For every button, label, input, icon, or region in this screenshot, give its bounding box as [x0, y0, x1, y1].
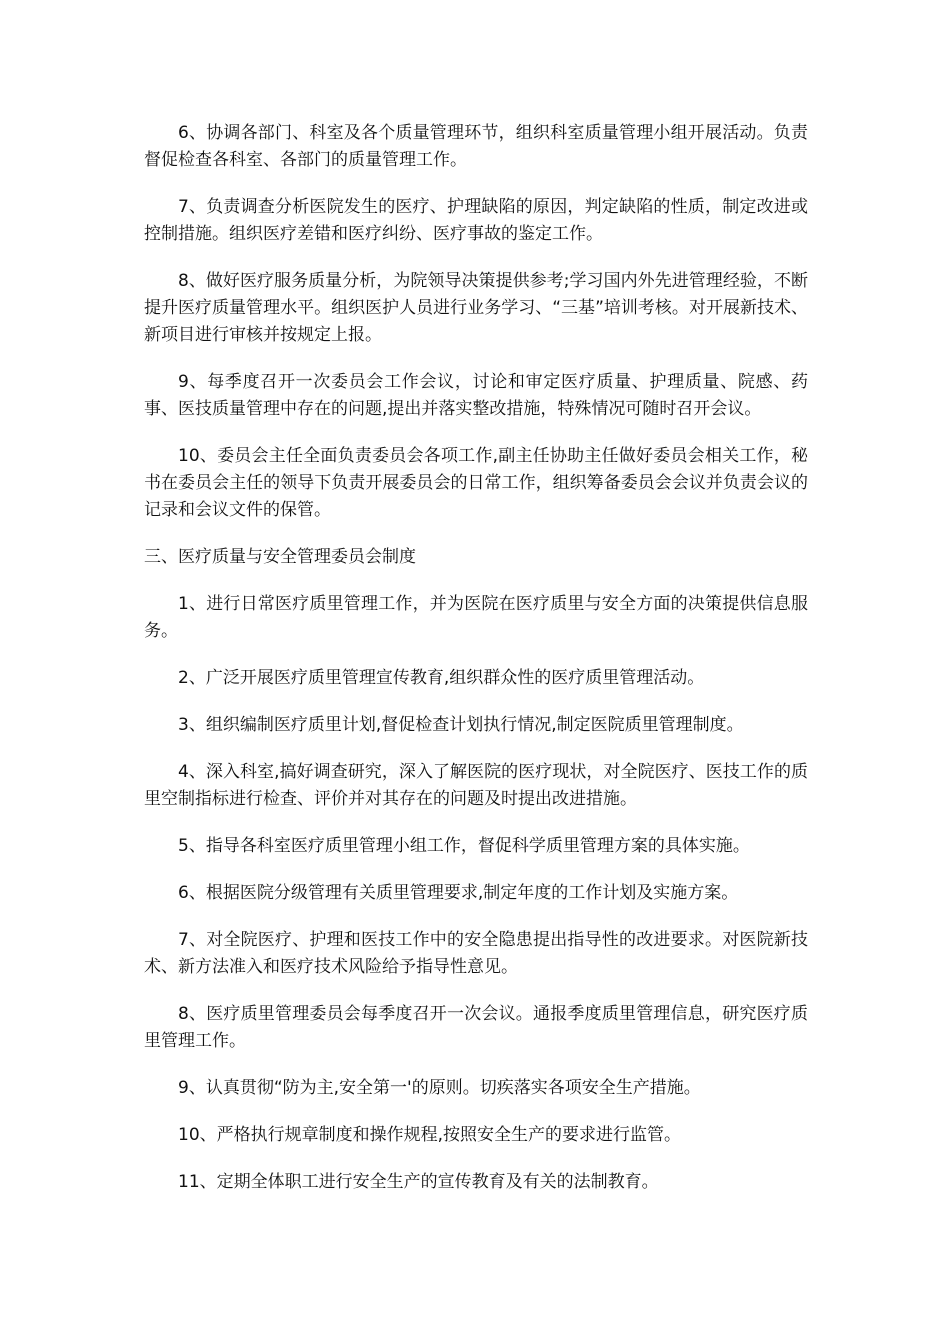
paragraph-item-6: 6、协调各部门、科室及各个质量管理环节，组织科室质量管理小组开展活动。负责督促检查各科室、各部门的质量管理工作。: [144, 123, 808, 170]
paragraph-item-7: 7、负责调查分析医院发生的医疗、护理缺陷的原因，判定缺陷的性质，制定改进或控制措施。组织医疗差错和医疗纠纷、医疗事故的鉴定工作。: [144, 197, 808, 244]
paragraph-item-10: 10、委员会主任全面负责委员会各项工作,副主任协助主任做好委员会相关工作，秘书在委员会主任的领导下负责开展委员会的日常工作，组织筹备委员会会议并负责会议的记录和会议文件的保管。: [144, 446, 808, 520]
section-item-3: 3、组织编制医疗质里计划,督促检查计划执行情况,制定医院质里管理制度。: [178, 715, 744, 735]
section-item-2: 2、广泛开展医疗质里管理宣传教育,组织群众性的医疗质里管理活动。: [178, 668, 705, 688]
section-item-8: 8、医疗质里管理委员会每季度召开一次会议。通报季度质里管理信息，研究医疗质里管理工作。: [144, 1004, 808, 1051]
section-item-6: 6、根据医院分级管理有关质里管理要求,制定年度的工作计划及实施方案。: [178, 883, 739, 903]
section-item-10: 10、严格执行规章制度和操作规程,按照安全生产的要求进行监管。: [178, 1125, 682, 1145]
section-item-9: 9、认真贯彻“防为主,安全第一'的原则。切疾落实各项安全生产措施。: [178, 1078, 701, 1098]
section-item-4: 4、深入科室,搞好调查研究，深入了解医院的医疗现状，对全院医疗、医技工作的质里空制指标进行检查、评价并对其存在的问题及时提出改进措施。: [144, 762, 808, 809]
section-item-5: 5、指导各科室医疗质里管理小组工作，督促科学质里管理方案的具体实施。: [178, 836, 750, 856]
document-page: [144, 120, 808, 1216]
section-item-1: 1、进行日常医疗质里管理工作，并为医院在医疗质里与安全方面的决策提供信息服务。: [144, 594, 808, 641]
section-item-11: 11、定期全体职工进行安全生产的宣传教育及有关的法制教育。: [178, 1172, 659, 1192]
section-item-7: 7、对全院医疗、护理和医技工作中的安全隐患提出指导性的改进要求。对医院新技术、新方法准入和医疗技术风险给予指导性意见。: [144, 930, 808, 977]
section-heading: 三、医疗质量与安全管理委员会制度: [144, 547, 416, 567]
paragraph-item-9: 9、每季度召开一次委员会工作会议，讨论和审定医疗质量、护理质量、院感、药事、医技质量管理中存在的问题,提出并落实整改措施，特殊情况可随时召开会议。: [144, 372, 808, 419]
paragraph-item-8: 8、做好医疗服务质量分析，为院领导决策提供参考;学习国内外先进管理经验，不断提升医疗质量管理水平。组织医护人员进行业务学习、“三基”培训考核。对开展新技术、新项目进行审核并按规定上报。: [144, 271, 808, 345]
